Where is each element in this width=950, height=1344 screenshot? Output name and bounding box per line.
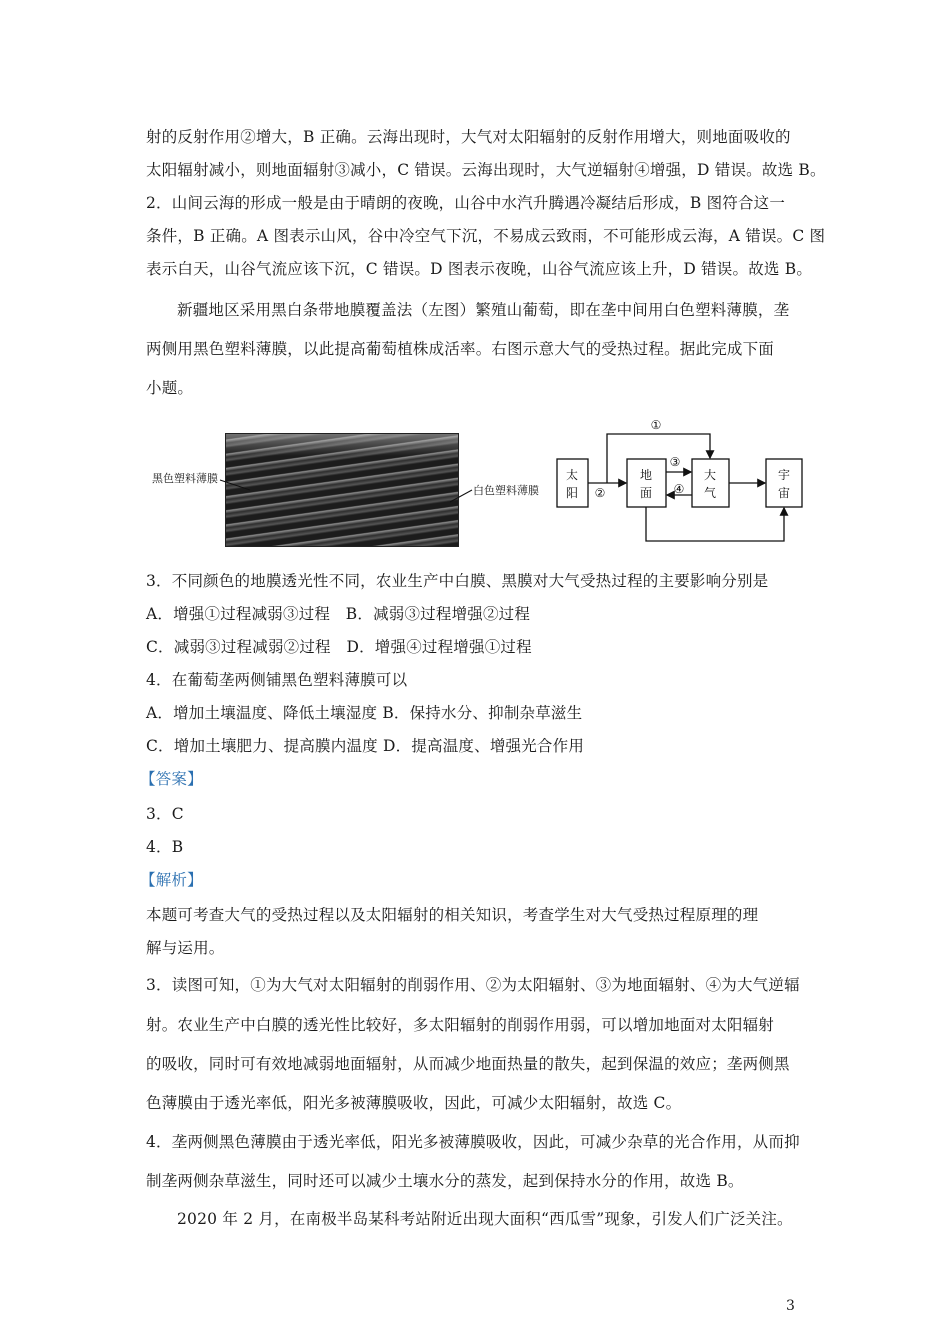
atmosphere-heating-diagram	[551, 415, 811, 548]
sun-label-2: 阳	[565, 486, 579, 500]
arrow-ground-space	[646, 507, 784, 541]
page-number: 3	[786, 1298, 795, 1314]
sun-label-1: 太	[565, 468, 579, 482]
answer-item: 4．B	[146, 838, 184, 856]
paragraph-line: 射的反射作用②增大，B 正确。云海出现时，大气对太阳辐射的反射作用增大，则地面吸收的	[146, 128, 791, 146]
arrow-2-label: ②	[594, 486, 606, 500]
analysis-line: 本题可考查大气的受热过程以及太阳辐射的相关知识，考查学生对大气受热过程原理的理	[146, 906, 759, 924]
arrow-4-label: ④	[673, 482, 685, 496]
paragraph-line: 太阳辐射减小，则地面辐射③减小，C 错误。云海出现时，大气逆辐射④增强，D 错误。故选 B。	[146, 161, 826, 179]
answer-item: 3．C	[146, 805, 184, 823]
ground-label-1: 地	[639, 468, 653, 482]
question-option: C．减弱③过程减弱②过程 D．增强④过程增强①过程	[146, 638, 532, 656]
atmosphere-label-2: 气	[703, 486, 717, 500]
question-line: 4．在葡萄垄两侧铺黑色塑料薄膜可以	[146, 671, 408, 689]
analysis-line: 制垄两侧杂草滋生，同时还可以减少土壤水分的蒸发，起到保持水分的作用，故选 B。	[146, 1172, 744, 1190]
space-label-1: 宇	[777, 468, 791, 482]
question-option: A．增强①过程减弱③过程 B．减弱③过程增强②过程	[146, 605, 531, 623]
analysis-line: 解与运用。	[146, 939, 225, 957]
arrow-1-label: ①	[650, 418, 662, 432]
ground-label-2: 面	[639, 486, 653, 500]
paragraph-line: 条件，B 正确。A 图表示山风，谷中冷空气下沉，不易成云致雨，不可能形成云海，A 错误。C 图	[146, 227, 826, 245]
photo-pointer-lines	[150, 430, 480, 550]
analysis-header: 【解析】	[140, 871, 203, 889]
arrow-3-label: ③	[669, 455, 681, 469]
paragraph-line: 2．山间云海的形成一般是由于晴朗的夜晚，山谷中水汽升腾遇冷凝结后形成，B 图符合这一	[146, 194, 786, 212]
analysis-line: 色薄膜由于透光率低，阳光多被薄膜吸收，因此，可减少太阳辐射，故选 C。	[146, 1094, 682, 1112]
photo-label-white-film: 白色塑料薄膜	[473, 484, 539, 497]
analysis-line: 2020 年 2 月，在南极半岛某科考站附近出现大面积“西瓜雪”现象，引发人们广泛关注。	[177, 1210, 793, 1228]
paragraph-line: 小题。	[146, 379, 194, 397]
paragraph-line: 新疆地区采用黑白条带地膜覆盖法（左图）繁殖山葡萄，即在垄中间用白色塑料薄膜，垄	[177, 301, 790, 319]
space-label-2: 宙	[777, 486, 791, 500]
analysis-line: 射。农业生产中白膜的透光性比较好，多太阳辐射的削弱作用弱，可以增加地面对太阳辐射	[146, 1016, 775, 1034]
question-line: 3．不同颜色的地膜透光性不同，农业生产中白膜、黑膜对大气受热过程的主要影响分别是	[146, 572, 769, 590]
question-option: A．增加土壤温度、降低土壤湿度 B．保持水分、抑制杂草滋生	[146, 704, 583, 722]
paragraph-line: 两侧用黑色塑料薄膜，以此提高葡萄植株成活率。右图示意大气的受热过程。据此完成下面	[146, 340, 775, 358]
analysis-line: 的吸收，同时可有效地减弱地面辐射，从而减少地面热量的散失，起到保温的效应；垄两侧黑	[146, 1055, 790, 1073]
analysis-line: 3．读图可知，①为大气对太阳辐射的削弱作用、②为太阳辐射、③为地面辐射、④为大气逆辐	[146, 976, 800, 994]
question-option: C．增加土壤肥力、提高膜内温度 D．提高温度、增强光合作用	[146, 737, 585, 755]
atmosphere-label-1: 大	[703, 468, 717, 482]
paragraph-line: 表示白天，山谷气流应该下沉，C 错误。D 图表示夜晚，山谷气流应该上升，D 错误。故选 B。	[146, 260, 813, 278]
analysis-line: 4．垄两侧黑色薄膜由于透光率低，阳光多被薄膜吸收，因此，可减少杂草的光合作用，从而抑	[146, 1133, 800, 1151]
answer-header: 【答案】	[140, 770, 203, 788]
photo-label-black-film: 黑色塑料薄膜	[152, 472, 218, 485]
